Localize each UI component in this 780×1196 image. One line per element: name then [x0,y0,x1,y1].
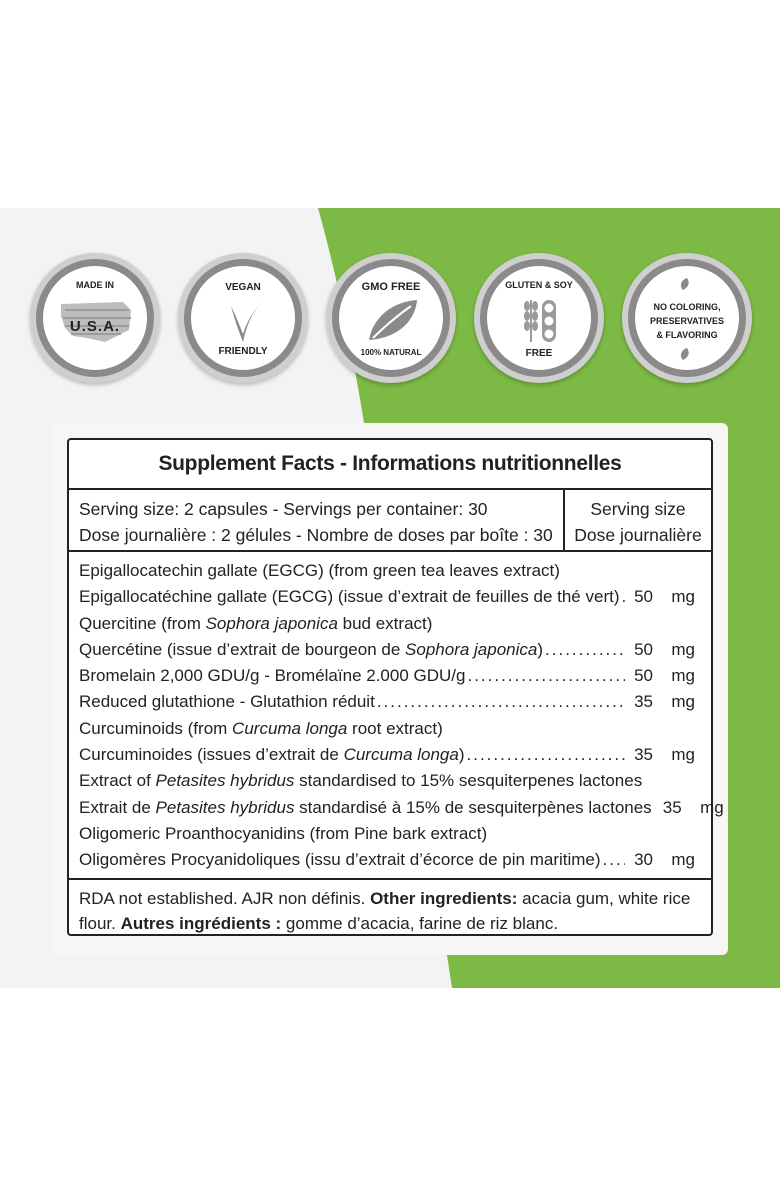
supplement-facts-panel [67,438,724,936]
ingredient-amount: 35 [634,745,653,765]
badge-usa-text: U.S.A. [69,318,121,335]
serving-size-text [79,496,559,548]
ingredient-amount: 30 [634,850,653,870]
vegan-friendly-badge [178,253,308,383]
ingredient-row [79,611,695,637]
gluten-soy-free-badge [474,253,604,383]
serving-column-header [563,488,711,550]
ingredient-unit: mg [700,797,724,817]
facts-title: Supplement Facts - Informations nutritionnelles [69,440,711,490]
autres-ingredients-text: gomme d’acacia, farine de riz blanc. [281,914,559,933]
ingredient-name: Extract of Petasites hybridus standardised to 15% sesquiterpenes lactones [79,771,643,791]
ingredient-name: Quercitine (from Sophora japonica bud extract) [79,613,433,633]
badge-made-in-text: MADE IN [76,280,114,290]
ingredient-unit: mg [671,666,695,686]
badge-free-text: FREE [525,348,553,359]
other-ingredients-text-cont: flour. [79,914,121,933]
ingredient-amount: 50 [634,587,653,607]
dot-leader [467,663,625,689]
ingredient-amount: 35 [662,797,682,817]
other-ingredients-text: acacia gum, white rice [517,889,691,908]
badge-vegan-text: VEGAN [225,282,261,293]
ingredient-list [79,558,724,874]
ingredient-amount: 35 [634,692,653,712]
ingredient-row [79,847,695,873]
ingredient-row [79,689,695,715]
badge-gmo-free-text: GMO FREE [361,281,421,293]
ingredient-row [79,558,695,584]
ingredient-row [79,742,695,768]
ingredient-row [79,637,695,663]
ingredient-name: Curcuminoides (issues d’extrait de Curcuma longa) [79,745,465,765]
ingredient-name: Oligomeric Proanthocyanidins (from Pine bark extract) [79,823,488,843]
dot-leader [545,637,625,663]
ingredient-unit: mg [671,692,695,712]
ingredient-name: Epigallocatéchine gallate (EGCG) (issue d’extrait de feuilles de thé vert) [79,587,620,607]
gmo-free-badge [326,253,456,383]
serving-header-en: Serving size [590,499,686,519]
badge-gluten-soy-text: GLUTEN & SOY [505,280,573,290]
ingredient-amount: 50 [634,639,653,659]
badge-row [0,253,780,393]
serving-line-fr: Dose journalière : 2 gélules - Nombre de doses par boîte : 30 [79,525,553,545]
badge-natural-text: 100% NATURAL [360,348,422,357]
ingredient-name: Epigallocatechin gallate (EGCG) (from green tea leaves extract) [79,561,560,580]
product-info-banner [0,208,780,988]
ingredient-row [79,768,695,794]
ingredient-name: Reduced glutathione - Glutathion réduit [79,692,375,712]
ingredient-name: Extrait de Petasites hybridus standardisé à 15% de sesquiterpènes lactones [79,797,652,817]
made-in-usa-badge [30,253,160,383]
ingredient-unit: mg [671,745,695,765]
ingredient-amount: 50 [634,666,653,686]
ingredient-row [79,821,695,847]
serving-header-fr: Dose journalière [574,525,702,545]
autres-ingredients-label: Autres ingrédients : [120,914,282,933]
serving-info-row [69,488,711,552]
ingredient-name: Oligomères Procyanidoliques (issu d’extrait d’écorce de pin maritime) [79,850,601,870]
ingredient-row [79,795,724,821]
ingredient-unit: mg [671,587,695,607]
badge-line1-text: NO COLORING, [653,302,721,312]
badge-line3-text: & FLAVORING [656,330,718,340]
other-ingredients-label: Other ingredients: [370,889,518,908]
ingredient-name: Quercétine (issue d’extrait de bourgeon de Sophora japonica) [79,639,544,659]
rda-note: RDA not established. AJR non définis. [79,889,371,908]
ingredient-name: Curcuminoids (from Curcuma longa root extract) [79,718,443,738]
ingredient-row [79,716,695,742]
ingredient-unit: mg [671,850,695,870]
dot-leader [467,742,625,768]
ingredient-unit: mg [671,639,695,659]
badge-friendly-text: FRIENDLY [218,346,268,357]
serving-line-en: Serving size: 2 capsules - Servings per container: 30 [79,499,488,519]
ingredient-row [79,663,695,689]
other-ingredients-footer [69,878,711,936]
badge-line2-text: PRESERVATIVES [649,316,725,326]
ingredient-name: Bromelain 2,000 GDU/g - Bromélaïne 2.000 GDU/g [79,666,466,686]
dot-leader [377,689,625,715]
no-coloring-badge [622,253,752,383]
dot-leader [603,847,625,873]
ingredient-row [79,584,695,610]
